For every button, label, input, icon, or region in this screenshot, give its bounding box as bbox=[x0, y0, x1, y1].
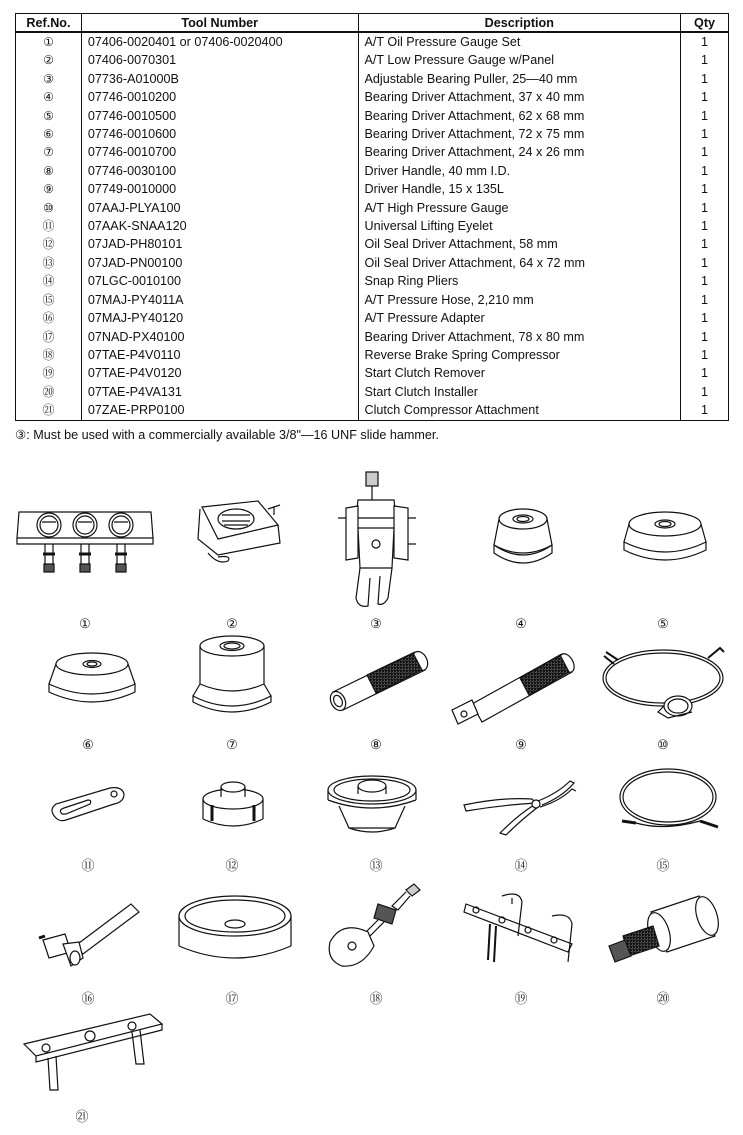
label-17: ⑰ bbox=[225, 992, 239, 1007]
table-row bbox=[16, 254, 729, 272]
tool-number-cell: 07AAJ-PLYA100 bbox=[81, 199, 358, 217]
tool-number-cell: 07JAD-PN00100 bbox=[81, 254, 358, 272]
description-cell: A/T Pressure Adapter bbox=[358, 309, 681, 327]
label-7: ⑦ bbox=[226, 738, 238, 753]
description-cell: Bearing Driver Attachment, 78 x 80 mm bbox=[358, 328, 681, 346]
tool-number-cell: 07LGC-0010100 bbox=[81, 272, 358, 290]
description-cell: Bearing Driver Attachment, 24 x 26 mm bbox=[358, 143, 681, 161]
description-cell: Bearing Driver Attachment, 62 x 68 mm bbox=[358, 107, 681, 125]
label-1: ① bbox=[79, 617, 91, 632]
ref-cell: ⑬ bbox=[16, 254, 82, 272]
oil-seal-driver-icon bbox=[198, 775, 268, 833]
ref-cell: ⑭ bbox=[16, 272, 82, 290]
table-row bbox=[16, 125, 729, 143]
label-2: ② bbox=[226, 617, 238, 632]
description-cell: Universal Lifting Eyelet bbox=[358, 217, 681, 235]
tool-number-cell: 07746-0030100 bbox=[81, 162, 358, 180]
table-row bbox=[16, 401, 729, 420]
label-8: ⑧ bbox=[370, 738, 382, 753]
pressure-adapter-icon bbox=[35, 900, 145, 975]
qty-cell: 1 bbox=[681, 383, 729, 401]
description-cell: Reverse Brake Spring Compressor bbox=[358, 346, 681, 364]
driver-attachment-icon bbox=[488, 505, 558, 570]
oil-seal-driver-icon bbox=[325, 770, 420, 835]
header-description: Description bbox=[358, 14, 681, 33]
tool-number-cell: 07MAJ-PY40120 bbox=[81, 309, 358, 327]
tool-number-cell: 07749-0010000 bbox=[81, 180, 358, 198]
qty-cell: 1 bbox=[681, 272, 729, 290]
label-3: ③ bbox=[370, 617, 382, 632]
qty-cell: 1 bbox=[681, 346, 729, 364]
footnote-ref: ③ bbox=[15, 427, 27, 442]
label-12: ⑫ bbox=[225, 859, 239, 874]
label-11: ⑪ bbox=[81, 859, 95, 874]
table-row bbox=[16, 199, 729, 217]
tool-number-cell: 07406-0070301 bbox=[81, 51, 358, 69]
clutch-installer-icon bbox=[603, 892, 723, 982]
footnote-text: : Must be used with a commercially available 3/8"—16 UNF slide hammer. bbox=[26, 428, 439, 442]
driver-attachment-icon bbox=[45, 650, 140, 712]
qty-cell: 1 bbox=[681, 162, 729, 180]
ref-cell: ⑯ bbox=[16, 309, 82, 327]
label-6: ⑥ bbox=[82, 738, 94, 753]
label-13: ⑬ bbox=[369, 859, 383, 874]
label-10: ⑩ bbox=[657, 738, 669, 753]
qty-cell: 1 bbox=[681, 125, 729, 143]
ref-cell: ⑧ bbox=[16, 162, 82, 180]
table-header-row bbox=[16, 14, 729, 33]
ref-cell: ① bbox=[16, 32, 82, 51]
table-row bbox=[16, 272, 729, 290]
tool-number-cell: 07746-0010700 bbox=[81, 143, 358, 161]
description-cell: A/T High Pressure Gauge bbox=[358, 199, 681, 217]
tool-number-cell: 07TAE-P4V0120 bbox=[81, 364, 358, 382]
tool-number-cell: 07746-0010600 bbox=[81, 125, 358, 143]
tool-number-cell: 07ZAE-PRP0100 bbox=[81, 401, 358, 420]
ref-cell: ⑳ bbox=[16, 383, 82, 401]
qty-cell: 1 bbox=[681, 32, 729, 51]
table-row bbox=[16, 235, 729, 253]
compressor-attachment-icon bbox=[20, 1010, 170, 1095]
description-cell: A/T Oil Pressure Gauge Set bbox=[358, 32, 681, 51]
qty-cell: 1 bbox=[681, 217, 729, 235]
ref-cell: ② bbox=[16, 51, 82, 69]
table-row bbox=[16, 364, 729, 382]
description-cell: Driver Handle, 15 x 135L bbox=[358, 180, 681, 198]
table-row bbox=[16, 88, 729, 106]
special-tools-table bbox=[15, 13, 729, 421]
qty-cell: 1 bbox=[681, 180, 729, 198]
ref-cell: ⑱ bbox=[16, 346, 82, 364]
header-qty: Qty bbox=[681, 14, 729, 33]
qty-cell: 1 bbox=[681, 291, 729, 309]
qty-cell: 1 bbox=[681, 364, 729, 382]
low-pressure-gauge-panel-icon bbox=[188, 495, 283, 575]
tool-number-cell: 07AAK-SNAA120 bbox=[81, 217, 358, 235]
ref-cell: ⑰ bbox=[16, 328, 82, 346]
table-row bbox=[16, 328, 729, 346]
lifting-eyelet-icon bbox=[48, 780, 133, 825]
label-14: ⑭ bbox=[514, 859, 528, 874]
ref-cell: ⑫ bbox=[16, 235, 82, 253]
tool-number-cell: 07NAD-PX40100 bbox=[81, 328, 358, 346]
header-ref-no: Ref.No. bbox=[16, 14, 82, 33]
ref-cell: ⑨ bbox=[16, 180, 82, 198]
qty-cell: 1 bbox=[681, 107, 729, 125]
high-pressure-gauge-icon bbox=[598, 638, 728, 723]
tool-number-cell: 07736-A01000B bbox=[81, 70, 358, 88]
description-cell: Snap Ring Pliers bbox=[358, 272, 681, 290]
tool-number-cell: 07TAE-P4V0110 bbox=[81, 346, 358, 364]
ref-cell: ⑮ bbox=[16, 291, 82, 309]
table-row bbox=[16, 180, 729, 198]
table-row bbox=[16, 346, 729, 364]
qty-cell: 1 bbox=[681, 88, 729, 106]
table-row bbox=[16, 309, 729, 327]
table-row bbox=[16, 291, 729, 309]
footnote bbox=[15, 427, 439, 442]
ref-cell: ⑩ bbox=[16, 199, 82, 217]
tool-number-cell: 07TAE-P4VA131 bbox=[81, 383, 358, 401]
qty-cell: 1 bbox=[681, 51, 729, 69]
label-20: ⑳ bbox=[656, 992, 670, 1007]
driver-handle-icon bbox=[450, 640, 580, 725]
clutch-remover-icon bbox=[462, 890, 582, 980]
header-tool-number: Tool Number bbox=[81, 14, 358, 33]
ref-cell: ③ bbox=[16, 70, 82, 88]
label-9: ⑨ bbox=[515, 738, 527, 753]
ref-cell: ④ bbox=[16, 88, 82, 106]
qty-cell: 1 bbox=[681, 199, 729, 217]
tool-number-cell: 07406-0020401 or 07406-0020400 bbox=[81, 32, 358, 51]
tool-number-cell: 07746-0010200 bbox=[81, 88, 358, 106]
label-21: ㉑ bbox=[75, 1110, 89, 1125]
qty-cell: 1 bbox=[681, 70, 729, 88]
driver-attachment-icon bbox=[175, 890, 295, 970]
label-18: ⑱ bbox=[369, 992, 383, 1007]
pressure-hose-icon bbox=[614, 765, 722, 845]
description-cell: A/T Pressure Hose, 2,210 mm bbox=[358, 291, 681, 309]
table-row bbox=[16, 383, 729, 401]
description-cell: Oil Seal Driver Attachment, 64 x 72 mm bbox=[358, 254, 681, 272]
driver-attachment-icon bbox=[620, 510, 710, 570]
driver-attachment-icon bbox=[187, 632, 277, 720]
qty-cell: 1 bbox=[681, 309, 729, 327]
ref-cell: ⑤ bbox=[16, 107, 82, 125]
description-cell: Start Clutch Installer bbox=[358, 383, 681, 401]
description-cell: Driver Handle, 40 mm I.D. bbox=[358, 162, 681, 180]
description-cell: Bearing Driver Attachment, 37 x 40 mm bbox=[358, 88, 681, 106]
table-row bbox=[16, 162, 729, 180]
driver-handle-icon bbox=[325, 640, 435, 715]
label-15: ⑮ bbox=[656, 859, 670, 874]
qty-cell: 1 bbox=[681, 235, 729, 253]
label-16: ⑯ bbox=[81, 992, 95, 1007]
bearing-puller-icon bbox=[338, 468, 418, 613]
table-row bbox=[16, 70, 729, 88]
ref-cell: ⑪ bbox=[16, 217, 82, 235]
table-row bbox=[16, 32, 729, 51]
description-cell: Oil Seal Driver Attachment, 58 mm bbox=[358, 235, 681, 253]
tool-number-cell: 07JAD-PH80101 bbox=[81, 235, 358, 253]
table-row bbox=[16, 107, 729, 125]
spring-compressor-icon bbox=[322, 880, 422, 975]
label-19: ⑲ bbox=[514, 992, 528, 1007]
gauge-set-icon bbox=[15, 498, 155, 578]
snap-ring-pliers-icon bbox=[462, 775, 582, 835]
table-row bbox=[16, 143, 729, 161]
ref-cell: ㉑ bbox=[16, 401, 82, 420]
description-cell: Adjustable Bearing Puller, 25—40 mm bbox=[358, 70, 681, 88]
qty-cell: 1 bbox=[681, 401, 729, 420]
tool-number-cell: 07746-0010500 bbox=[81, 107, 358, 125]
qty-cell: 1 bbox=[681, 143, 729, 161]
ref-cell: ⑦ bbox=[16, 143, 82, 161]
qty-cell: 1 bbox=[681, 328, 729, 346]
table-row bbox=[16, 217, 729, 235]
description-cell: Clutch Compressor Attachment bbox=[358, 401, 681, 420]
ref-cell: ⑲ bbox=[16, 364, 82, 382]
description-cell: A/T Low Pressure Gauge w/Panel bbox=[358, 51, 681, 69]
qty-cell: 1 bbox=[681, 254, 729, 272]
ref-cell: ⑥ bbox=[16, 125, 82, 143]
label-5: ⑤ bbox=[657, 617, 669, 632]
description-cell: Start Clutch Remover bbox=[358, 364, 681, 382]
tool-number-cell: 07MAJ-PY4011A bbox=[81, 291, 358, 309]
table-row bbox=[16, 51, 729, 69]
description-cell: Bearing Driver Attachment, 72 x 75 mm bbox=[358, 125, 681, 143]
label-4: ④ bbox=[515, 617, 527, 632]
